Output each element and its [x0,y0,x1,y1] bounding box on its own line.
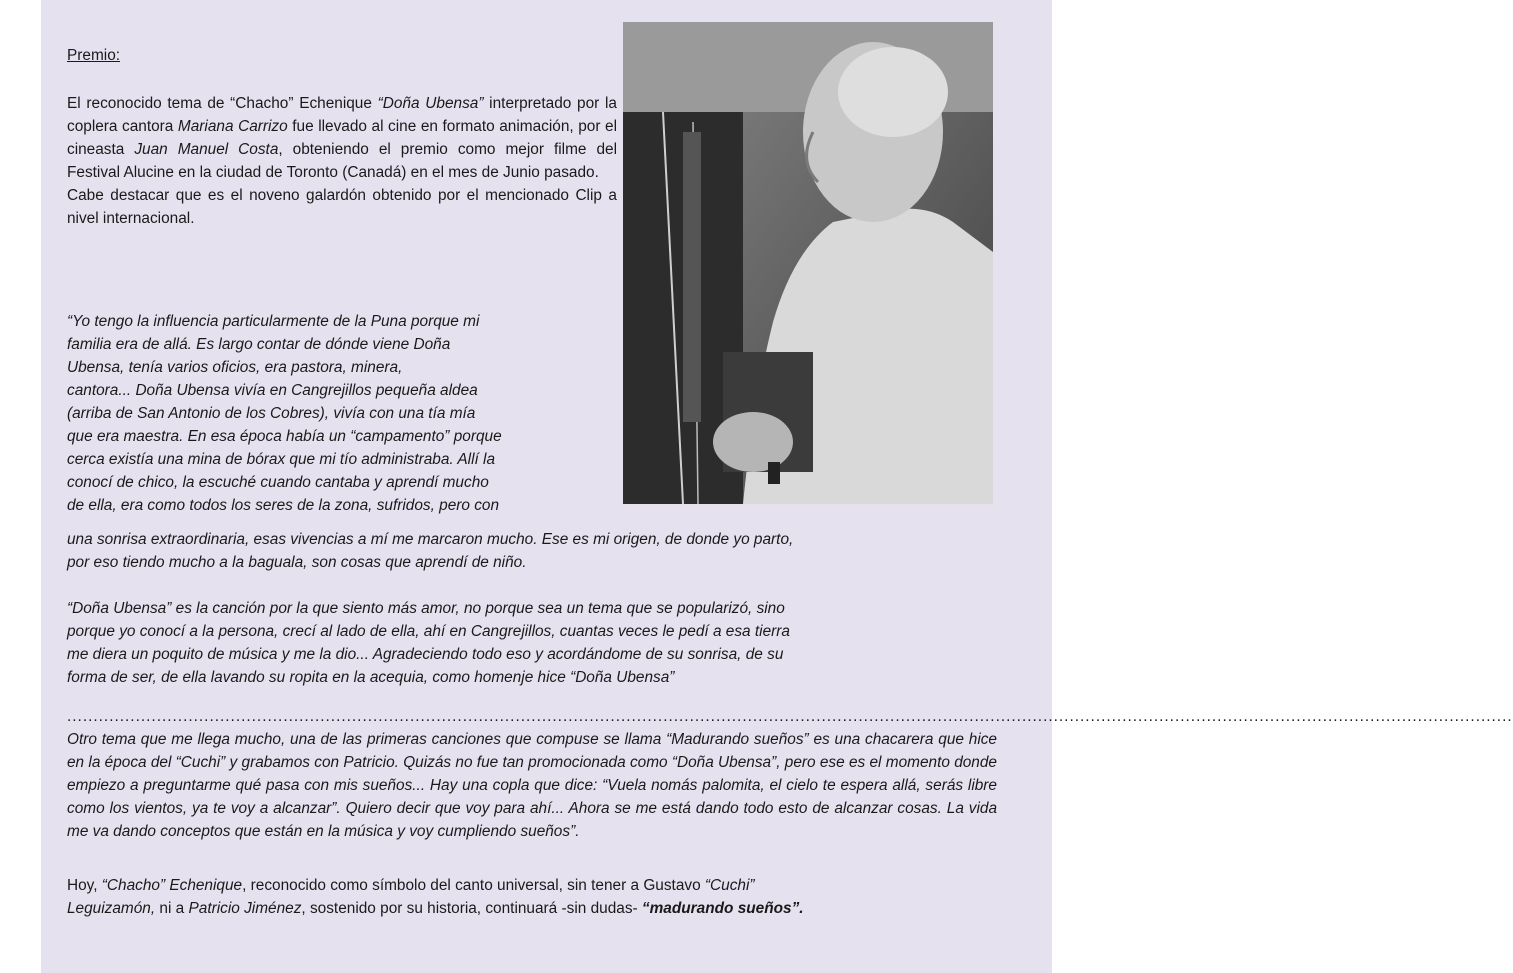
quote-paragraph-narrow: “Yo tengo la influencia particularmente de la Puna porque mi familia era de allá. Es largo contar de dónde viene Doña Ubensa, tenía varios oficios, era pastora, minera, cantora... Doña Ubensa vivía en Cangrejillos pequeña aldea (arriba de San Antonio de los Cobres), vivía con una tía mía que era maestra. En esa época había un “campamento” porque cerca existía una mina de bórax que mi tío administraba. Allí la conocí de chico, la escuché cuando cantaba y aprendí mucho de ella, era como todos los seres de la zona, sufridos, pero con [67,313,502,514]
quote-paragraph-wide: una sonrisa extraordinaria, esas vivencias a mí me marcaron mucho. Ese es mi origen, de donde yo parto, por eso tiendo mucho a la baguala, son cosas que aprendí de niño. [67,531,794,571]
dona-ubensa-paragraph: “Doña Ubensa” es la canción por la que siento más amor, no porque sea un tema que se popularizó, sino porque yo conocí a la persona, crecí al lado de ella, ahí en Cangrejillos, cuantas veces le pedí a esa tierra me diera un poquito de música y me la dio... Agradeciendo todo eso y acordándome de su sonrisa, de su forma de ser, de ella lavando su ropita en la acequia, como homenje hice “Doña Ubensa” [67,600,790,686]
dotted-separator: .................................................................................................................................................................................................................................................................................. [67,708,1513,725]
award-paragraph: El reconocido tema de “Chacho” Echenique “Doña Ubensa” interpretado por la coplera cantora Mariana Carrizo fue llevado al cine en formato animación, por el cineasta Juan Manuel Costa, obteniendo el premio como mejor filme del Festival Alucine en la ciudad de Toronto (Canadá) en el mes de Junio pasado. Cabe destacar que es el noveno galardón obtenido por el mencionado Clip a nivel internacional. [67,95,617,227]
madurando-suenos-paragraph: Otro tema que me llega mucho, una de las primeras canciones que compuse se llama “Madurando sueños” es una chacarera que hice en la época del “Cuchi” y grabamos con Patricio. Quizás no fue tan promocionada como “Doña Ubensa”, pero ese es el momento donde empiezo a preguntarme qué pasa con mis sueños... Hay una copla que dice: “Vuela nomás palomita, el cielo te espera allá, serás libre como los vientos, ya te voy a alcanzar”. Quiero decir que voy para ahí... Ahora se me está dando todo esto de alcanzar cosas. La vida me va dando conceptos que están en la música y voy cumpliendo sueños”. [67,731,997,840]
man-playing-guitar-photo [623,22,993,504]
heading-premio: Premio: [67,47,121,64]
closing-paragraph: Hoy, “Chacho” Echenique, reconocido como símbolo del canto universal, sin tener a Gustavo “Cuchi” Leguizamón, ni a Patricio Jiménez, sostenido por su historia, continuará -sin dudas- “madurando sueños”. [67,877,804,917]
